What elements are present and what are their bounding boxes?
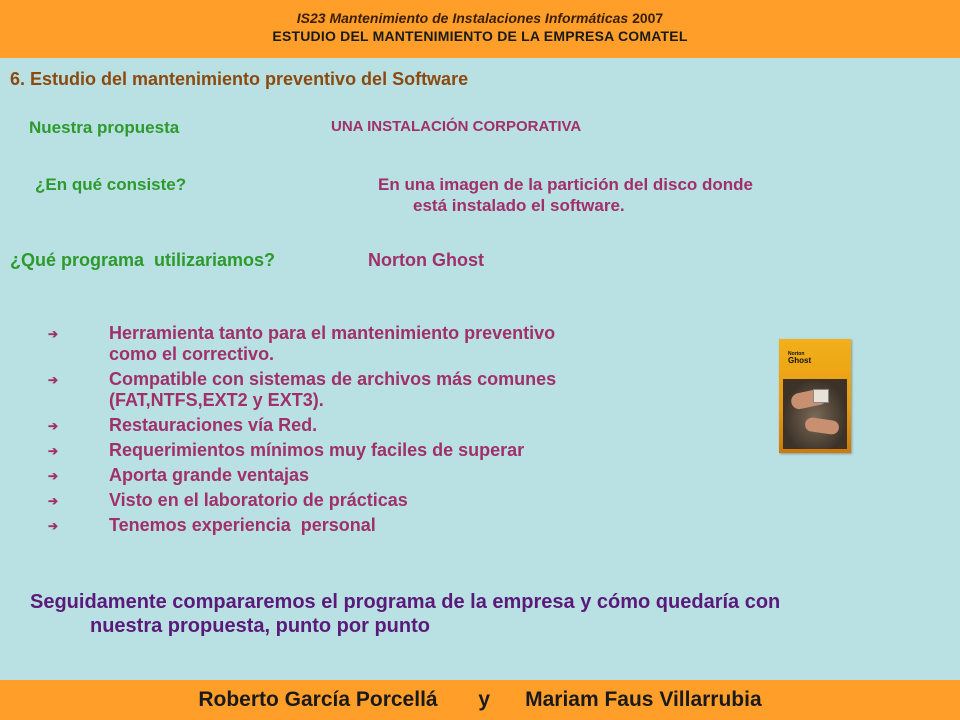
norton-ghost-box-image bbox=[779, 339, 851, 453]
list-item-line1: Aporta grande ventajas bbox=[109, 465, 310, 485]
header-course bbox=[0, 10, 960, 26]
consists-question: ¿En qué consiste? bbox=[35, 175, 187, 194]
conclusion-line1: Seguidamente compararemos el programa de la empresa y cómo quedaría con bbox=[30, 591, 781, 613]
arrow-right-icon: ➔ bbox=[48, 444, 59, 458]
arrow-right-icon: ➔ bbox=[48, 494, 59, 508]
arrow-right-icon: ➔ bbox=[48, 327, 59, 341]
list-item-line1: Restauraciones vía Red. bbox=[109, 415, 318, 435]
list-item-line2: (FAT,NTFS,EXT2 y EXT3). bbox=[109, 390, 324, 410]
list-item bbox=[48, 323, 688, 365]
list-item-line1: Visto en el laboratorio de prácticas bbox=[109, 490, 408, 510]
feature-list bbox=[48, 323, 688, 540]
conclusion-line2: nuestra propuesta, punto por punto bbox=[90, 615, 430, 637]
conclusion-text bbox=[30, 590, 940, 638]
header-year: 2007 bbox=[632, 10, 664, 26]
list-item-line1: Tenemos experiencia personal bbox=[109, 515, 376, 535]
box-title: Ghost bbox=[788, 356, 812, 365]
list-item bbox=[48, 369, 688, 411]
list-item bbox=[48, 515, 688, 536]
list-item bbox=[48, 490, 688, 511]
header-course-name: IS23 Mantenimiento de Instalaciones Informáticas bbox=[296, 10, 629, 26]
footer-authors: Roberto García Porcellá y Mariam Faus Villarrubia bbox=[198, 688, 762, 711]
proposal-label: Nuestra propuesta bbox=[29, 118, 180, 137]
program-answer: Norton Ghost bbox=[368, 250, 484, 270]
consists-answer-line1: En una imagen de la partición del disco donde bbox=[378, 175, 754, 194]
list-item bbox=[48, 440, 688, 461]
consists-answer-line2: está instalado el software. bbox=[413, 196, 625, 215]
list-item-line2: como el correctivo. bbox=[109, 344, 275, 364]
list-item-line1: Compatible con sistemas de archivos más comunes bbox=[109, 369, 557, 389]
card-shape bbox=[813, 389, 829, 403]
arrow-right-icon: ➔ bbox=[48, 519, 59, 533]
list-item-line1: Herramienta tanto para el mantenimiento preventivo bbox=[109, 323, 556, 343]
arrow-right-icon: ➔ bbox=[48, 469, 59, 483]
box-photo-hands bbox=[783, 379, 847, 449]
section-title: 6. Estudio del mantenimiento preventivo del Software bbox=[10, 69, 469, 89]
list-item bbox=[48, 465, 688, 486]
arrow-right-icon: ➔ bbox=[48, 419, 59, 433]
box-brand: Norton bbox=[788, 351, 805, 357]
arrow-right-icon: ➔ bbox=[48, 373, 59, 387]
list-item bbox=[48, 415, 688, 436]
program-question: ¿Qué programa utilizariamos? bbox=[10, 250, 276, 270]
header-study-title: ESTUDIO DEL MANTENIMIENTO DE LA EMPRESA COMATEL bbox=[272, 28, 688, 44]
hand-shape bbox=[804, 417, 840, 436]
list-item-line1: Requerimientos mínimos muy faciles de superar bbox=[109, 440, 525, 460]
proposal-value: UNA INSTALACIÓN CORPORATIVA bbox=[331, 118, 582, 135]
